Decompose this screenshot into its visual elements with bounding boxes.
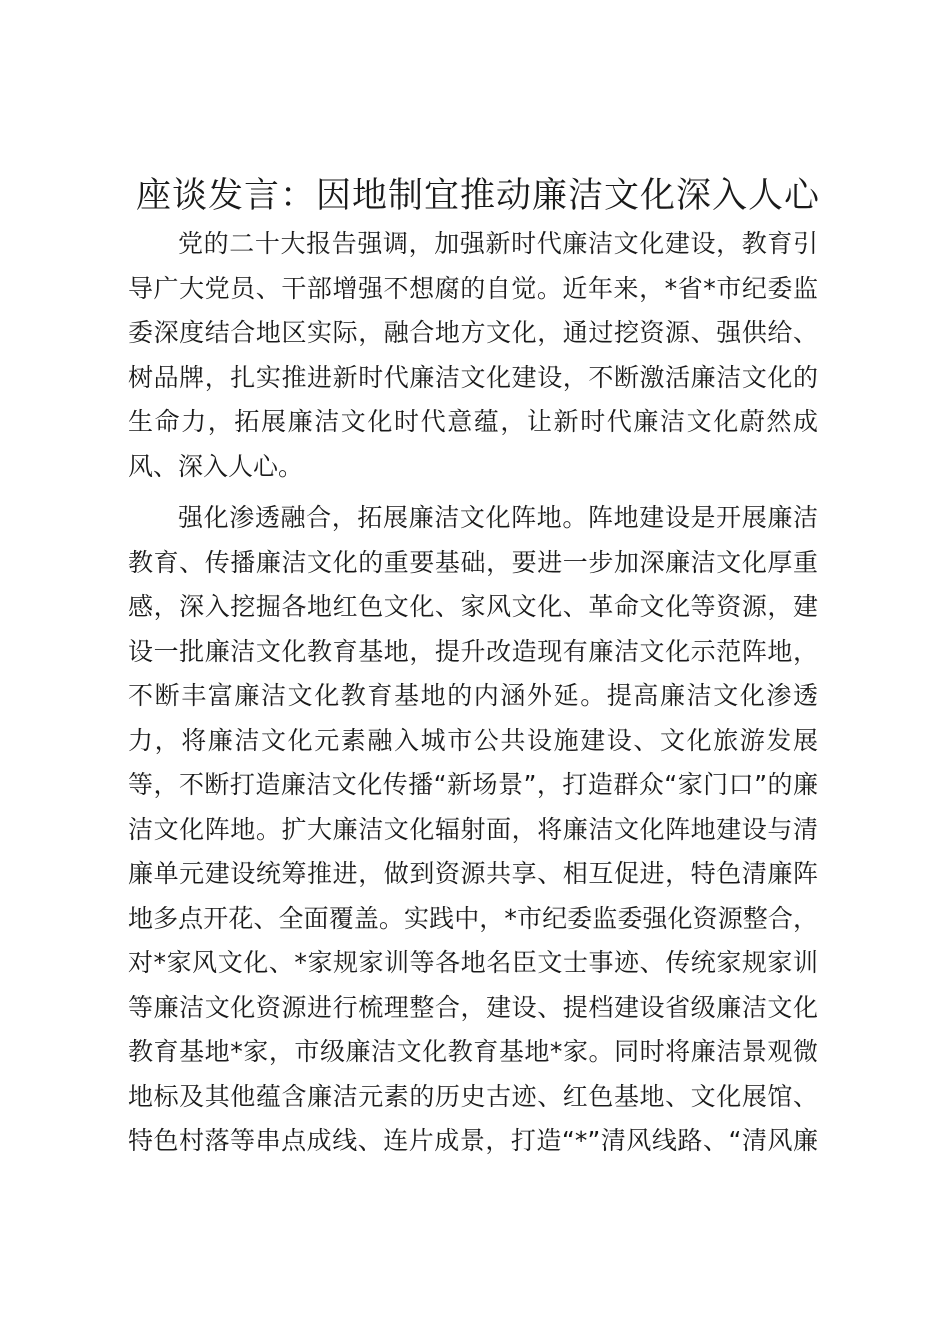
text-line: 不断丰富廉洁文化教育基地的内涵外延。提高廉洁文化渗透: [128, 681, 818, 710]
paragraph-position-building: [128, 496, 818, 1164]
text-line: 地标及其他蕴含廉洁元素的历史古迹、红色基地、文化展馆、: [128, 1081, 818, 1111]
text-line: 地多点开花、全面覆盖。实践中，*市纪委监委强化资源整合，: [128, 903, 818, 933]
text-line: 廉单元建设统筹推进，做到资源共享、相互促进，特色清廉阵: [128, 859, 818, 888]
document-title: 座谈发言：因地制宜推动廉洁文化深入人心: [135, 176, 820, 216]
paragraph-intro: [128, 222, 818, 489]
text-line: 对*家风文化、*家规家训等各地名臣文士事迹、传统家规家训: [128, 948, 818, 977]
text-line: 党的二十大报告强调，加强新时代廉洁文化建设，教育引: [178, 229, 818, 258]
text-line: 生命力，拓展廉洁文化时代意蕴，让新时代廉洁文化蔚然成: [128, 407, 818, 436]
text-line: 风、深入人心。: [128, 451, 304, 481]
text-line: 感，深入挖掘各地红色文化、家风文化、革命文化等资源，建: [128, 592, 818, 621]
text-line: 导广大党员、干部增强不想腐的自觉。近年来，*省*市纪委监: [128, 273, 818, 303]
text-line: 力，将廉洁文化元素融入城市公共设施建设、文化旅游发展: [128, 725, 818, 755]
text-line: 特色村落等串点成线、连片成景，打造“*”清风线路、“清风廉: [128, 1126, 818, 1155]
text-line: 委深度结合地区实际，融合地方文化，通过挖资源、强供给、: [128, 318, 818, 347]
text-line: 强化渗透融合，拓展廉洁文化阵地。阵地建设是开展廉洁: [178, 503, 818, 532]
text-line: 教育、传播廉洁文化的重要基础，要进一步加深廉洁文化厚重: [128, 547, 818, 577]
text-line: 洁文化阵地。扩大廉洁文化辐射面，将廉洁文化阵地建设与清: [128, 814, 818, 844]
text-line: 等，不断打造廉洁文化传播“新场景”，打造群众“家门口”的廉: [128, 770, 818, 799]
text-line: 等廉洁文化资源进行梳理整合，建设、提档建设省级廉洁文化: [128, 992, 818, 1022]
text-line: 教育基地*家，市级廉洁文化教育基地*家。同时将廉洁景观微: [128, 1037, 818, 1066]
document-body: [128, 222, 818, 1171]
text-line: 树品牌，扎实推进新时代廉洁文化建设，不断激活廉洁文化的: [128, 362, 818, 392]
text-line: 设一批廉洁文化教育基地，提升改造现有廉洁文化示范阵地，: [128, 636, 818, 666]
